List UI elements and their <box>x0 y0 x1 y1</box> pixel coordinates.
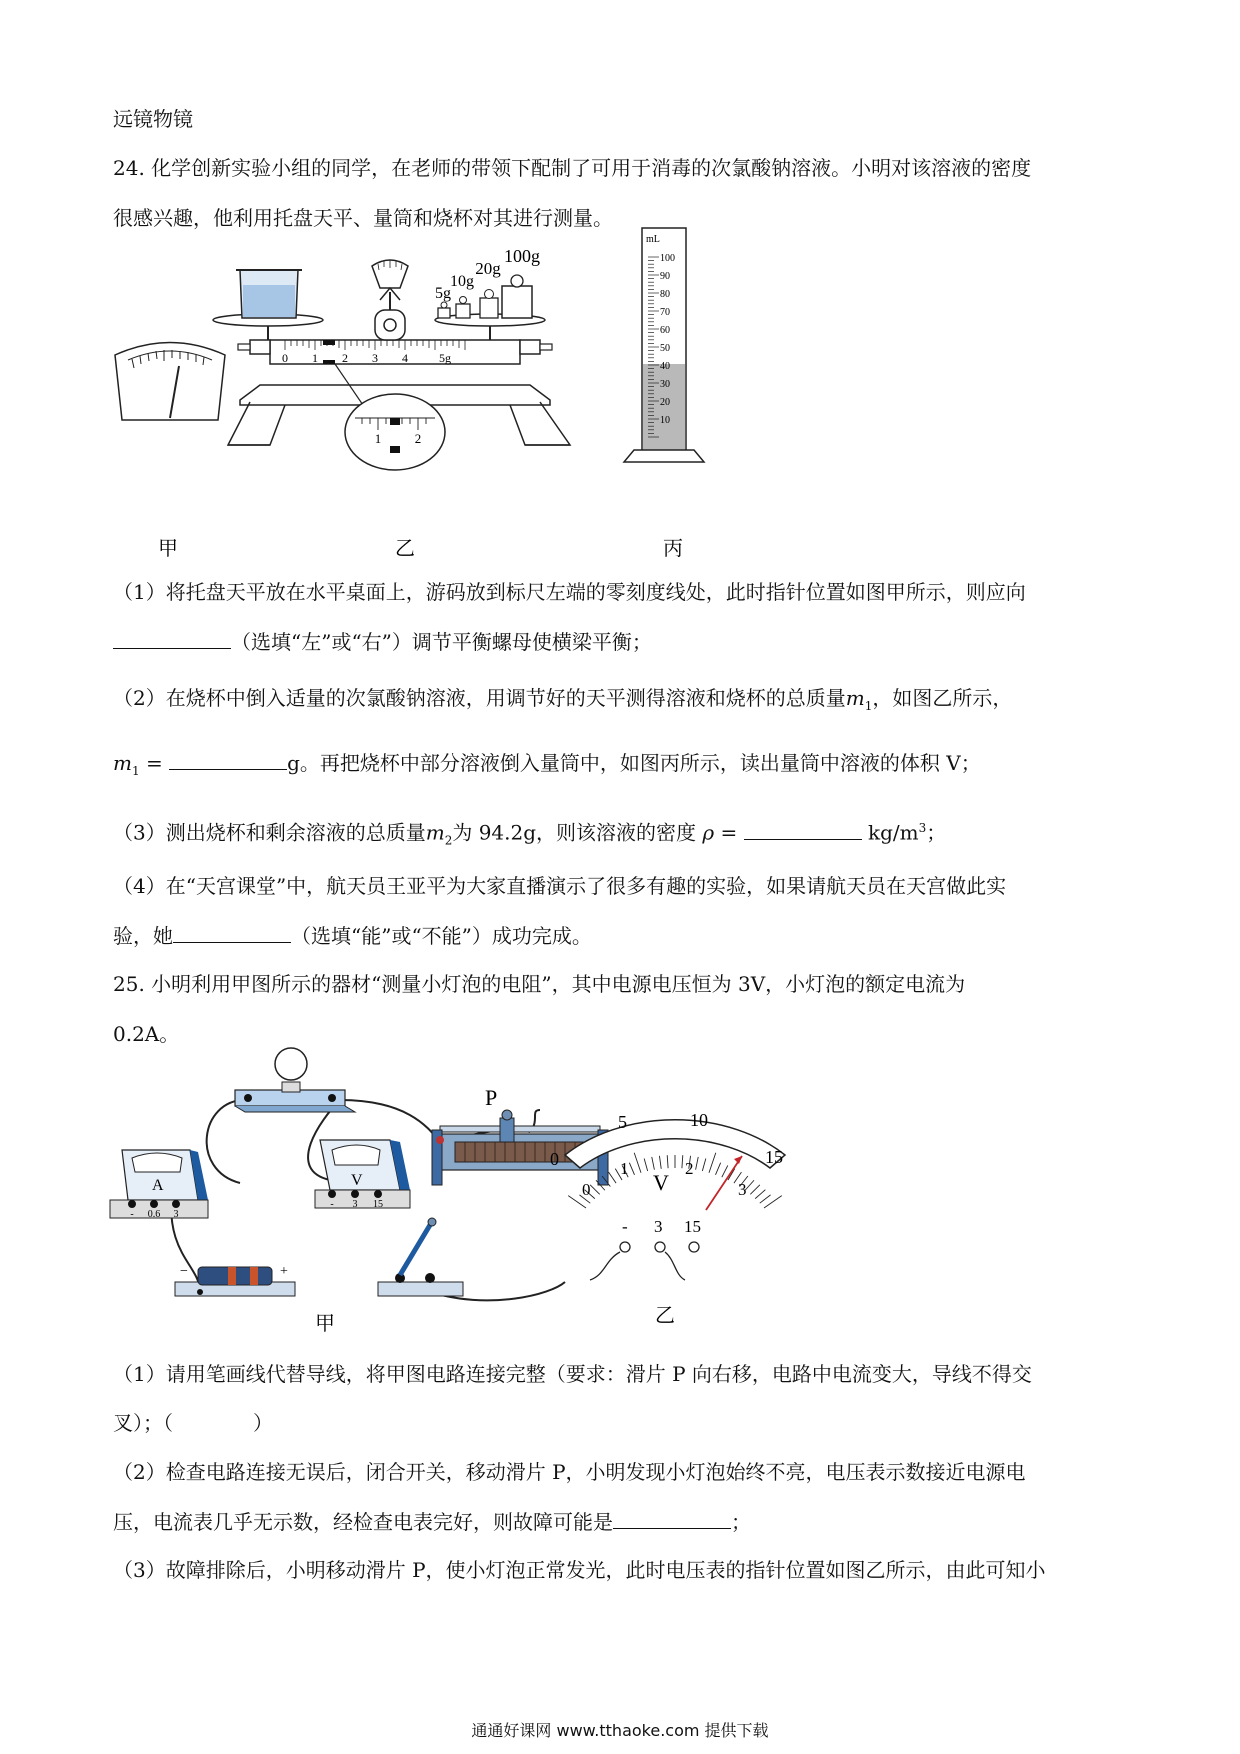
q24-p4-line1: （4）在“天宫课堂”中，航天员王亚平为大家直播演示了很多有趣的实验，如果请航天员在天宫做此实 <box>113 874 1007 898</box>
sub-1: 1 <box>864 699 873 713</box>
q24-p1-line2 <box>113 628 652 655</box>
light-bulb <box>235 1048 355 1112</box>
q24-p3 <box>113 815 946 854</box>
pointer-dial <box>115 343 225 421</box>
dial-minor-tick <box>644 1158 647 1171</box>
q24-p3-b: 为 94.2g，则该溶液的密度 <box>452 820 697 845</box>
rheostat <box>432 1085 608 1185</box>
dial-inner-3: 3 <box>738 1180 747 1199</box>
sym-m2: m <box>425 820 445 845</box>
battery-minus: − <box>180 1264 188 1279</box>
sub-1-b: 1 <box>131 764 140 778</box>
q24-p3-a: （3）测出烧杯和剩余溶液的总质量 <box>113 820 426 845</box>
q24-p2-line1-text: （2）在烧杯中倒入适量的次氯酸钠溶液，用调节好的天平测得溶液和烧杯的总质量 <box>113 686 846 710</box>
q25-p3-line1: （3）故障排除后，小明移动滑片 P，使小灯泡正常发光，此时电压表的指针位置如图乙所示，由此可知小 <box>113 1558 1046 1582</box>
switch <box>378 1218 463 1296</box>
dial-minor-tick <box>750 1185 760 1194</box>
q24-figure <box>110 234 730 565</box>
cyl-tick-10: 10 <box>660 415 670 426</box>
battery-plus: + <box>280 1264 288 1279</box>
q25-p1-line1: （1）请用笔画线代替导线，将甲图电路连接完整（要求：滑片 P 向右移，电路中电流变大，导线不得交 <box>113 1362 1032 1386</box>
am-term-06: 0.6 <box>147 1209 161 1220</box>
dial-minor-tick <box>659 1156 661 1169</box>
q24-p2-eq: = <box>145 751 163 775</box>
q25-p2-line2-text: 压，电流表几乎无示数，经检查电表完好，则故障可能是 <box>113 1510 613 1534</box>
vm-term-minus: - <box>330 1199 334 1210</box>
top-line: 远镜物镜 <box>113 107 193 131</box>
q24-p1-line1: （1）将托盘天平放在水平桌面上，游码放到标尺左端的零刻度线处，此时指针位置如图甲所示，则应向 <box>113 580 1026 604</box>
cyl-tick-80: 80 <box>660 289 670 300</box>
q24-p2-line2 <box>113 749 981 784</box>
q24-p4-line2 <box>113 922 592 949</box>
dial-term-15: 15 <box>684 1217 701 1236</box>
slider-label: P <box>485 1085 498 1110</box>
dial-inner-2: 2 <box>685 1159 694 1178</box>
q25-label-yi: 乙 <box>655 1305 675 1327</box>
label-bing: 丙 <box>663 538 683 560</box>
dial-minor-tick <box>702 1158 705 1171</box>
cylinder-unit: mL <box>646 234 660 245</box>
dial-symbol: V <box>653 1170 669 1195</box>
dial-minor-tick <box>667 1155 668 1168</box>
cyl-tick-20: 20 <box>660 397 670 408</box>
sub-2: 2 <box>444 833 453 848</box>
dial-outer-10: 10 <box>690 1110 708 1130</box>
voltmeter <box>315 1140 410 1210</box>
dial-inner-1: 1 <box>620 1159 629 1178</box>
vm-term-3: 3 <box>352 1199 358 1210</box>
scale-tick-1: 1 <box>312 351 318 365</box>
cyl-tick-60: 60 <box>660 325 670 336</box>
q25-stem-line1: 25. 小明利用甲图所示的器材“测量小灯泡的电阻”，其中电源电压恒为 3V，小灯泡的额定电流为 <box>113 972 966 996</box>
dial-term-minus: - <box>622 1217 628 1236</box>
sym-m1: m <box>845 686 865 710</box>
battery <box>175 1264 295 1296</box>
dial-minor-tick <box>629 1163 634 1175</box>
vm-term-15: 15 <box>373 1199 383 1210</box>
answer-blank-4[interactable] <box>173 922 291 943</box>
scale-tick-5: 5g <box>439 351 451 365</box>
sym-rho: ρ = <box>702 820 738 845</box>
zoom-tick-2: 2 <box>414 431 422 446</box>
q24-p3-end: ； <box>926 820 947 845</box>
cyl-tick-90: 90 <box>660 271 670 282</box>
balance <box>213 246 570 470</box>
dial-minor-tick <box>760 1195 771 1203</box>
q24-p4-a: 验，她 <box>113 924 173 948</box>
am-term-3: 3 <box>173 1209 179 1220</box>
cyl-tick-50: 50 <box>660 343 670 354</box>
ammeter-label: A <box>152 1177 164 1194</box>
q25-p2-end: ； <box>731 1510 751 1534</box>
dial-minor-tick <box>590 1185 600 1194</box>
cyl-tick-30: 30 <box>660 379 670 390</box>
cyl-tick-40: 40 <box>660 361 670 372</box>
dial-inner-0: 0 <box>582 1180 591 1199</box>
footer: 通通好课网 www.tthaoke.com 提供下载 <box>471 1721 769 1740</box>
sup-3: 3 <box>918 821 927 835</box>
am-term-minus: - <box>130 1209 134 1220</box>
dial-minor-tick <box>609 1172 617 1183</box>
q25-p2-line1: （2）检查电路连接无误后，闭合开关，移动滑片 P，小明发现小灯泡始终不亮，电压表示数接近电源电 <box>113 1460 1026 1484</box>
q24-p4-b: （选填“能”或“不能”）成功完成。 <box>291 924 592 948</box>
sym-m1-b: m <box>113 751 132 775</box>
q24-p3-unit: kg/m <box>868 820 919 845</box>
q25-label-jia: 甲 <box>315 1313 335 1335</box>
voltmeter-label: V <box>351 1172 363 1189</box>
graduated-cylinder <box>624 228 704 462</box>
q24-p2-line1-end: ，如图乙所示， <box>872 686 1013 710</box>
weight-100g: 100g <box>504 246 540 266</box>
dial-minor-tick <box>652 1157 655 1170</box>
dial-term-3: 3 <box>654 1217 663 1236</box>
scale-tick-4: 4 <box>402 351 408 365</box>
dial-outer-5: 5 <box>618 1112 627 1132</box>
dial-minor-tick <box>722 1165 728 1177</box>
answer-blank-5[interactable] <box>613 1508 731 1529</box>
dial-needle <box>706 1156 742 1210</box>
dial-outer-15: 15 <box>765 1147 783 1167</box>
answer-blank-3[interactable] <box>744 819 862 840</box>
dial-major-tick <box>634 1153 641 1173</box>
q24-p2-line2-text: g。再把烧杯中部分溶液倒入量筒中，如图丙所示，读出量筒中溶液的体积 V； <box>287 751 981 775</box>
scale-tick-3: 3 <box>372 351 378 365</box>
dial-major-tick <box>709 1153 716 1173</box>
dial-minor-tick <box>696 1157 699 1170</box>
q25-figure <box>110 1060 900 1335</box>
dial-minor-tick <box>682 1155 683 1168</box>
zoom-tick-1: 1 <box>374 431 382 446</box>
cyl-tick-100: 100 <box>660 253 675 264</box>
label-jia: 甲 <box>158 538 178 560</box>
label-yi: 乙 <box>395 538 415 560</box>
answer-blank-1[interactable] <box>113 628 231 649</box>
q25-p1-line2: 叉）；（ ） <box>113 1411 273 1435</box>
q24-stem-line2: 很感兴趣，他利用托盘天平、量筒和烧杯对其进行测量。 <box>113 206 613 230</box>
scale-tick-2: 2 <box>342 351 348 365</box>
dial-outer-0: 0 <box>550 1149 559 1169</box>
q25-stem-line2: 0.2A。 <box>113 1022 180 1046</box>
q25-p2-line2 <box>113 1508 751 1535</box>
weight-20g: 20g <box>475 259 501 278</box>
rider <box>323 340 335 345</box>
rider-zoom <box>345 394 445 470</box>
cyl-tick-70: 70 <box>660 307 670 318</box>
weight-5g: 5g <box>435 285 451 302</box>
dial-minor-tick <box>715 1163 720 1175</box>
voltmeter-dial <box>550 1110 785 1327</box>
answer-blank-2[interactable] <box>169 749 287 770</box>
weight-10g: 10g <box>450 273 474 290</box>
q24-stem-line1: 24. 化学创新实验小组的同学，在老师的带领下配制了可用于消毒的次氯酸钠溶液。小明对该溶液的密度 <box>113 156 1032 180</box>
ammeter <box>110 1150 208 1220</box>
weights <box>435 246 540 318</box>
q24-p1-line2-text: （选填“左”或“右”）调节平衡螺母使横梁平衡； <box>231 630 652 654</box>
dial-minor-tick <box>755 1190 765 1199</box>
q24-p2-line1 <box>113 685 1012 719</box>
scale-tick-0: 0 <box>282 351 288 365</box>
